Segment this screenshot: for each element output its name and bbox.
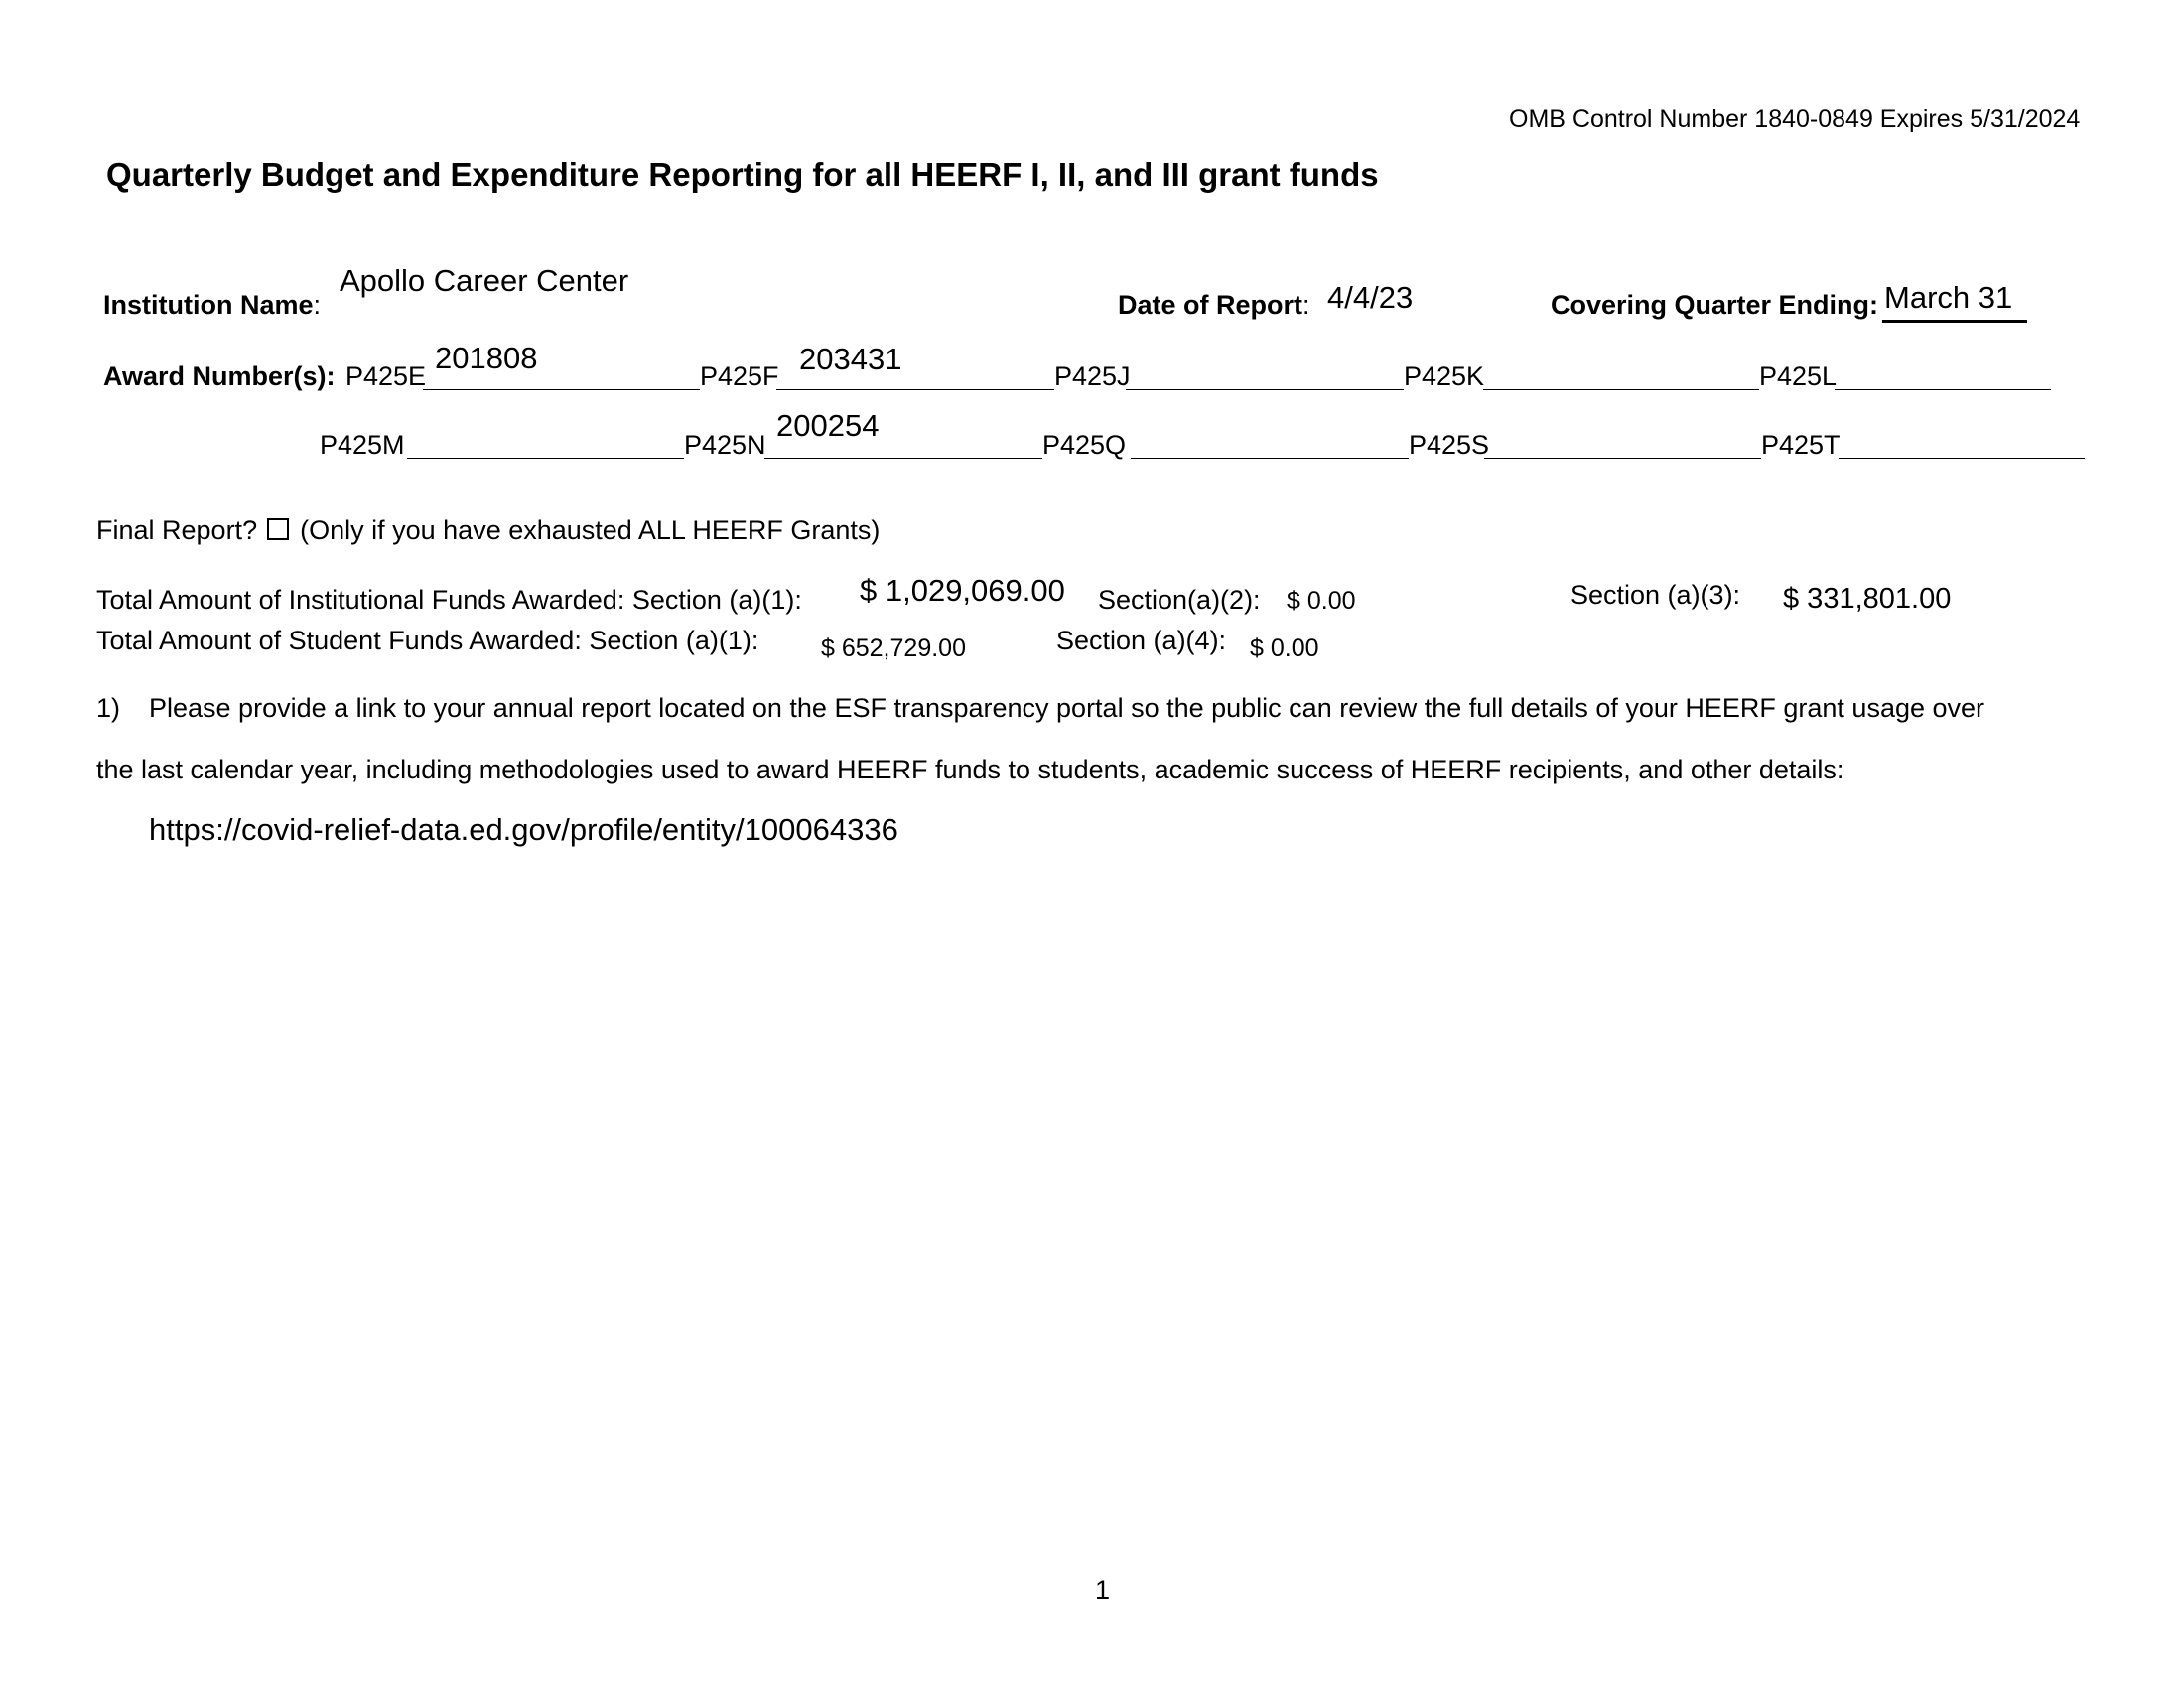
question-1-line-1: Please provide a link to your annual report located on the ESF transparency portal so the public can review the full details of your HEERF grant usage over [149, 693, 1985, 723]
award-value-p425f[interactable]: 203431 [799, 342, 902, 376]
student-a4-value[interactable]: $ 0.00 [1250, 634, 1319, 662]
award-code-p425n: P425N [684, 430, 766, 460]
final-report-checkbox[interactable] [267, 518, 289, 540]
award-line-p425l[interactable] [1835, 389, 2051, 390]
page-number: 1 [1095, 1575, 1111, 1605]
award-line-p425n [764, 458, 1042, 459]
award-code-p425m: P425M [320, 430, 405, 460]
quarter-ending-label: Covering Quarter Ending: [1551, 290, 1879, 320]
award-line-p425q[interactable] [1131, 458, 1409, 459]
award-code-p425q: P425Q [1042, 430, 1127, 460]
award-line-p425f [776, 389, 1054, 390]
institutional-a3-value[interactable]: $ 331,801.00 [1783, 583, 1952, 615]
award-line-p425m[interactable] [407, 458, 684, 459]
award-code-p425f: P425F [700, 361, 779, 391]
award-value-p425n[interactable]: 200254 [776, 408, 880, 443]
date-of-report-value[interactable]: 4/4/23 [1327, 280, 1414, 315]
final-report-row [96, 515, 880, 546]
student-a1-value[interactable]: $ 652,729.00 [821, 634, 966, 662]
quarter-ending-underline [1882, 320, 2027, 323]
quarter-ending-value[interactable]: March 31 [1884, 280, 2013, 315]
award-code-p425l: P425L [1759, 361, 1838, 391]
award-line-p425k[interactable] [1483, 389, 1759, 390]
award-line-p425j[interactable] [1126, 389, 1404, 390]
award-line-p425t[interactable] [1839, 458, 2085, 459]
final-report-note: (Only if you have exhausted ALL HEERF Grants) [300, 515, 881, 545]
form-title: Quarterly Budget and Expenditure Reporting for all HEERF I, II, and III grant funds [106, 156, 1379, 193]
institutional-a2-value[interactable]: $ 0.00 [1287, 587, 1356, 615]
award-code-p425e: P425E [345, 361, 427, 391]
date-of-report-label: Date of Report: [1118, 290, 1310, 320]
award-numbers-label: Award Number(s): [103, 361, 336, 391]
institutional-a2-label: Section(a)(2): [1098, 585, 1261, 615]
award-value-p425e[interactable]: 201808 [435, 341, 538, 375]
institutional-a1-value[interactable]: $ 1,029,069.00 [860, 573, 1065, 608]
student-a4-label: Section (a)(4): [1056, 626, 1227, 655]
question-1-number: 1) [96, 693, 121, 723]
omb-control-number: OMB Control Number 1840-0849 Expires 5/31/2024 [1509, 105, 2081, 133]
award-line-p425s[interactable] [1484, 458, 1761, 459]
institutional-a3-label: Section (a)(3): [1570, 580, 1741, 610]
award-code-p425k: P425K [1404, 361, 1485, 391]
question-1-answer-link[interactable]: https://covid-relief-data.ed.gov/profile/entity/100064336 [149, 812, 898, 847]
institution-name-label: Institution Name: [103, 290, 322, 320]
question-1-line-2: the last calendar year, including methodologies used to award HEERF funds to students, academic success of HEERF recipients, and other details: [96, 755, 1844, 784]
student-funds-label: Total Amount of Student Funds Awarded: Section (a)(1): [96, 626, 759, 655]
award-code-p425j: P425J [1054, 361, 1131, 391]
award-code-p425s: P425S [1409, 430, 1490, 460]
final-report-label: Final Report? [96, 515, 258, 545]
institution-name-value[interactable]: Apollo Career Center [340, 263, 629, 298]
institutional-funds-label: Total Amount of Institutional Funds Awarded: Section (a)(1): [96, 585, 802, 615]
award-code-p425t: P425T [1761, 430, 1841, 460]
award-line-p425e [423, 389, 700, 390]
